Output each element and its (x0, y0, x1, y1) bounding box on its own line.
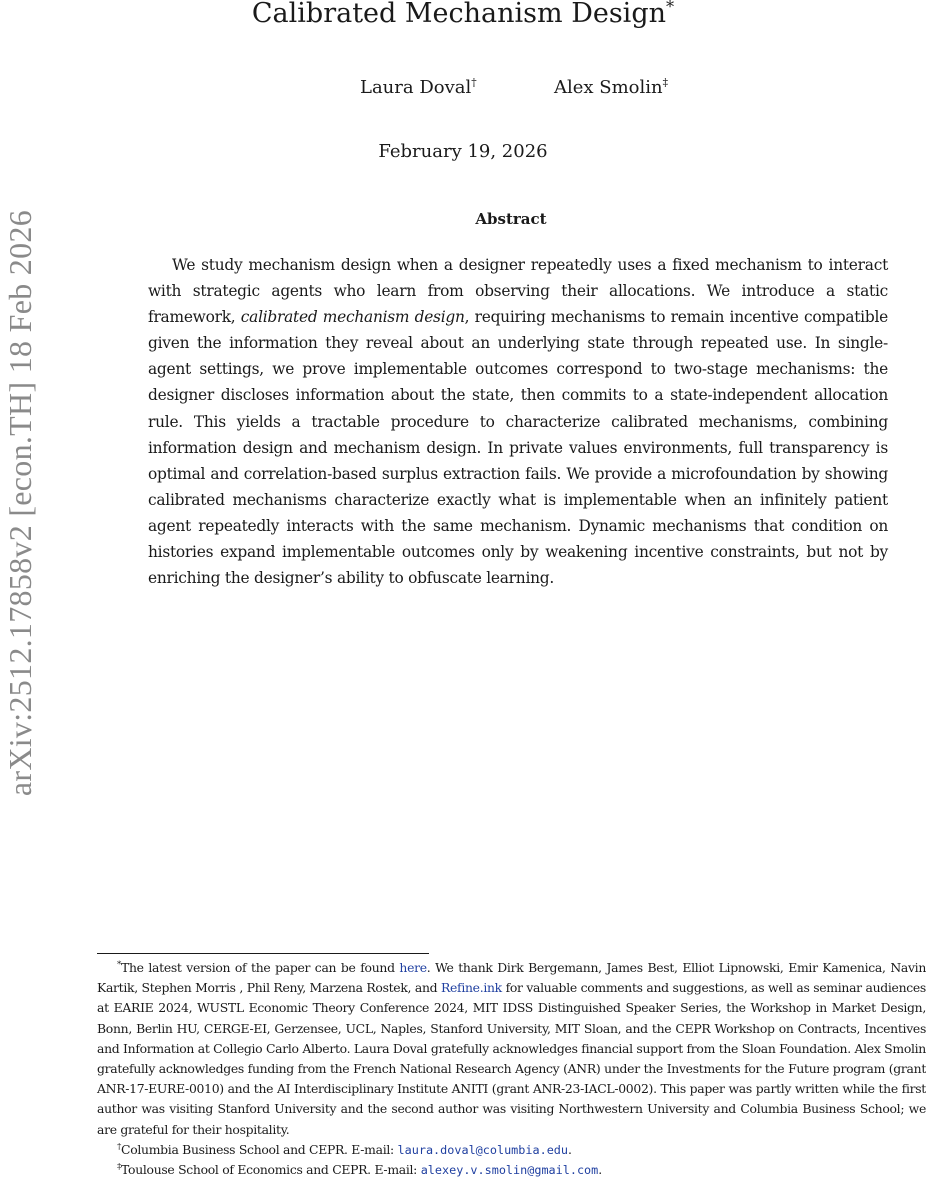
abstract-text-part-2: , requiring mechanisms to remain incentive compatible given the information they reveal about an underlying state through repeated use. In single-agent settings, we prove implementable outcomes correspond to two-stage mechanisms: the designer discloses information about the state, then commits to a state-independent allocation rule. This yields a tractable procedure to characterize calibrated mechanisms, combining information design and mechanism design. In private values environments, full transparency is optimal and correlation-based surplus extraction fails. We provide a microfoundation by showing calibrated mechanisms characterize exactly what is implementable when an infinitely patient agent repeatedly interacts with the same mechanism. Dynamic mechanisms that condition on histories expand implementable outcomes only by weakening incentive constraints, but not by enriching the designer’s ability to obfuscate learning. (148, 308, 888, 588)
footnote-text: Toulouse School of Economics and CEPR. E-mail: (121, 1162, 421, 1178)
abstract-text-part-1: We study mechanism design when a designer repeatedly uses a fixed mechanism to interact with strategic agents who learn from observing their allocations. We introduce a static framework, (148, 256, 888, 327)
footnote-smolin-affiliation (97, 1160, 926, 1180)
footnote-text: Columbia Business School and CEPR. E-mail: (121, 1141, 398, 1157)
footnote-text: . (598, 1162, 602, 1178)
paper-title-text: Calibrated Mechanism Design (251, 0, 666, 29)
doval-email-link[interactable]: laura.doval@columbia.edu (397, 1142, 569, 1157)
footnote-text: . We thank Dirk Bergemann, James Best, Elliot Lipnowski, Emir Kamenica, Navin Kartik, Stephen Morris , Phil Reny, Marzena Rostek, and (97, 960, 926, 996)
author-alex-smolin (554, 76, 668, 100)
abstract-heading: Abstract (475, 210, 547, 228)
footnotes (97, 958, 926, 1180)
footnote-divider (97, 953, 429, 954)
author-footnote-mark: † (471, 76, 477, 89)
arxiv-sidebar-stamp (2, 210, 38, 900)
author-name: Laura Doval (360, 77, 472, 98)
footnote-acknowledgements (97, 958, 926, 1140)
footnote-doval-affiliation (97, 1140, 926, 1160)
author-laura-doval (360, 76, 477, 100)
footnote-mark: * (117, 959, 122, 970)
author-name: Alex Smolin (554, 77, 663, 98)
author-footnote-mark: ‡ (662, 76, 669, 89)
refine-ink-link[interactable]: Refine.ink (440, 980, 502, 996)
author-list (0, 76, 926, 102)
paper-title (0, 0, 926, 30)
abstract-body (148, 252, 888, 591)
arxiv-identifier: arXiv:2512.17858v2 [econ.TH] 18 Feb 2026 (2, 210, 38, 797)
smolin-email-link[interactable]: alexey.v.smolin@gmail.com (420, 1163, 599, 1178)
footnote-text: for valuable comments and suggestions, as well as seminar audiences at EARIE 2024, WUSTL Economic Theory Conference 2024, MIT IDSS Distinguished Speaker Series, the Workshop in Market Design, Bonn, Berlin HU, CERGE-EI, Gerzensee, UCL, Naples, Stanford University, MIT Sloan, and the CEPR Workshop on Contracts, Incentives and Information at Collegio Carlo Alberto. Laura Doval gratefully acknowledges financial support from the Sloan Foundation. Alex Smolin gratefully acknowledges funding from the French National Research Agency (ANR) under the Investments for the Future program (grant ANR-17-EURE-0010) and the AI Interdisciplinary Institute ANITI (grant ANR-23-IACL-0002). This paper was partly written while the first author was visiting Stanford University and the second author was visiting Northwestern University and Columbia Business School; we are grateful for their hospitality. (97, 980, 926, 1137)
footnote-mark: ‡ (117, 1161, 122, 1172)
title-footnote-mark: * (666, 0, 675, 16)
abstract-italic-term: calibrated mechanism design (240, 308, 465, 327)
footnote-mark: † (117, 1141, 122, 1152)
paper-date: February 19, 2026 (378, 141, 548, 162)
latest-version-link[interactable]: here (399, 960, 427, 975)
footnote-text: The latest version of the paper can be found (121, 960, 400, 975)
footnote-text: . (568, 1141, 572, 1157)
